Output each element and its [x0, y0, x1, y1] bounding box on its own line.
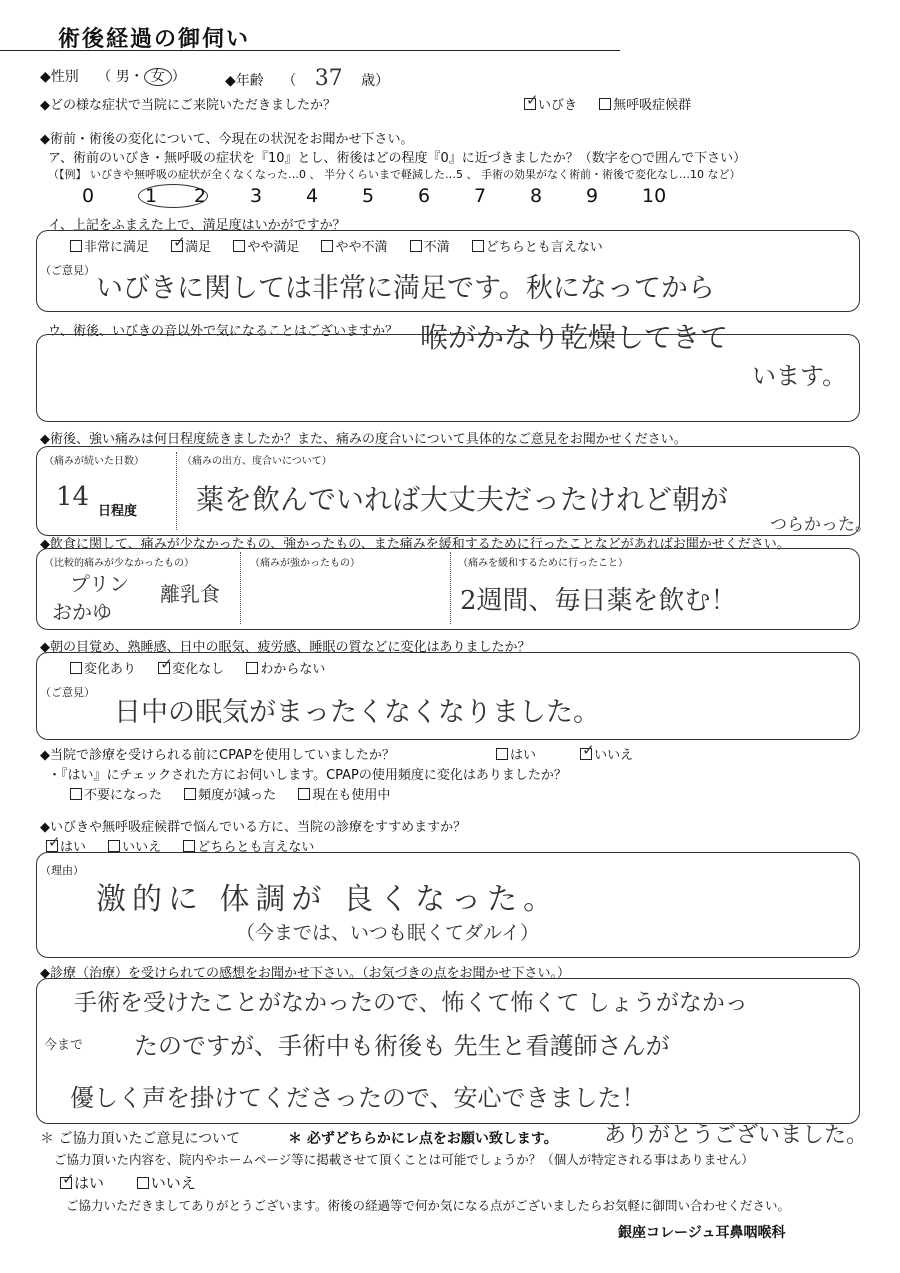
- sleep-option-unknown[interactable]: わからない: [246, 662, 325, 677]
- satisfaction-option-very[interactable]: 非常に満足: [70, 240, 149, 255]
- cpap-followup-still-using[interactable]: 現在も使用中: [298, 788, 390, 803]
- satisfaction-opinion-label: （ご意見）: [40, 264, 95, 277]
- gender-separator: ・: [129, 69, 144, 85]
- pain-days-label: （痛みが続いた日数）: [44, 456, 144, 467]
- consent-option-yes[interactable]: ✓はい: [60, 1174, 104, 1192]
- gender-label: ◆性別: [40, 69, 79, 85]
- satisfaction-option-neutral[interactable]: どちらとも言えない: [472, 240, 603, 255]
- age-unit: 歳）: [361, 73, 390, 89]
- cpap-option-yes[interactable]: はい: [496, 748, 536, 763]
- impressions-line2-prefix[interactable]: 今まで: [44, 1038, 84, 1053]
- other-concerns-answer-line1[interactable]: 喉がかなり乾燥してきて: [420, 321, 729, 354]
- sleep-option-changed[interactable]: 変化あり: [70, 662, 136, 677]
- satisfaction-option-dissatisfied[interactable]: 不満: [410, 240, 450, 255]
- diet-col3-text[interactable]: 2週間、毎日薬を飲む！: [460, 586, 737, 616]
- recommend-reason-line1[interactable]: 激的に 体調が 良くなった。: [96, 882, 560, 917]
- gender-close: ）: [171, 69, 186, 85]
- consent-option-no[interactable]: いいえ: [137, 1174, 196, 1192]
- sleep-opinion-text[interactable]: 日中の眠気がまったくなくなりました。: [114, 697, 600, 728]
- pain-degree-line1[interactable]: 薬を飲んでいれば大丈夫だったけれど朝が: [196, 483, 729, 516]
- recommend-option-no[interactable]: いいえ: [108, 840, 161, 855]
- gender-open: （: [97, 69, 112, 85]
- symptom-option-apnea[interactable]: 無呼吸症候群: [599, 98, 691, 113]
- consent-options: [60, 1172, 214, 1193]
- recommend-reason-line2[interactable]: （今までは、いつも眠くてダルイ）: [236, 922, 540, 944]
- consent-thanks: ご協力いただきましてありがとうございます。術後の経過等で何か気になる点がございましたらお気軽に御問い合わせください。: [66, 1198, 791, 1213]
- cpap-followup-reduced[interactable]: 頻度が減った: [184, 788, 276, 803]
- pain-days-value[interactable]: 14: [56, 482, 90, 512]
- checkbox-checked[interactable]: [524, 98, 536, 110]
- scale-2[interactable]: 2: [194, 185, 207, 207]
- scale-3[interactable]: 3: [250, 185, 263, 207]
- pain-degree-label: （痛みの出方、度合いについて）: [182, 456, 332, 467]
- consent-question: ご協力頂いた内容を、院内やホームページ等に掲載させて頂くことは可能でしょうか？（個人が特定される事はありません）: [54, 1152, 754, 1167]
- diet-divider-1: [240, 552, 241, 624]
- sleep-options: [70, 658, 343, 677]
- recommend-reason-label: （理由）: [40, 864, 84, 877]
- diet-col3-label: （痛みを緩和するために行ったこと）: [458, 558, 628, 569]
- scale-0[interactable]: 0: [82, 185, 95, 207]
- cpap-question: ◆当院で診療を受けられる前にCPAPを使用していましたか？: [40, 748, 395, 763]
- pain-divider: [176, 452, 177, 530]
- gender-female-option[interactable]: 女: [144, 68, 172, 86]
- symptom-option-snoring[interactable]: ✓ いびき: [524, 98, 577, 113]
- recommend-option-yes[interactable]: ✓はい: [46, 840, 86, 855]
- gender-male-option[interactable]: 男: [115, 69, 130, 85]
- sleep-question: ◆朝の目覚め、熟睡感、日中の眠気、疲労感、睡眠の質などに変化はありましたか？: [40, 640, 531, 655]
- impressions-question: ◆診療（治療）を受けられての感想をお聞かせ下さい。（お気づきの点をお聞かせ下さい。）: [40, 966, 570, 981]
- impressions-line2[interactable]: たのですが、手術中も術後も 先生と看護師さんが: [134, 1032, 670, 1060]
- diet-divider-2: [450, 552, 451, 624]
- diet-col1-a[interactable]: プリン: [70, 572, 130, 596]
- pain-degree-line2[interactable]: つらかった。: [770, 515, 872, 535]
- cpap-followup-options: [70, 784, 408, 803]
- diet-col1-c[interactable]: 離乳食: [160, 582, 220, 606]
- recommend-option-neutral[interactable]: どちらとも言えない: [183, 840, 314, 855]
- diet-col1-label: （比較的痛みが少なかったもの）: [44, 558, 194, 569]
- sleep-opinion-label: （ご意見）: [40, 686, 95, 699]
- pain-question: ◆術後、強い痛みは何日程度続きましたか？また、痛みの度合いについて具体的なご意見をお聞かせください。: [40, 432, 687, 447]
- diet-col1-b[interactable]: おかゆ: [52, 600, 112, 624]
- cpap-followup-unneeded[interactable]: 不要になった: [70, 788, 162, 803]
- consent-note-request: ＊ 必ずどちらかにレ点をお願い致します。: [288, 1131, 558, 1147]
- impressions-line1[interactable]: 手術を受けたことがなかったので、怖くて怖くて しょうがなかっ: [74, 990, 748, 1016]
- scale-4[interactable]: 4: [306, 185, 319, 207]
- impressions-line4[interactable]: ありがとうございました。: [604, 1123, 869, 1148]
- symptoms-question: ◆どの様な症状で当院にご来院いただきましたか？: [40, 98, 336, 113]
- scale-7[interactable]: 7: [474, 185, 487, 207]
- diet-col2-label: （痛みが強かったもの）: [250, 558, 360, 569]
- pain-days-unit: 日程度: [98, 504, 138, 519]
- age-value[interactable]: 37: [314, 66, 343, 91]
- other-concerns-question: ウ、術後、いびきの音以外で気になることはございますか？: [48, 324, 398, 339]
- diet-question: ◆飲食に関して、痛みが少なかったもの、強かったもの、また痛みを緩和するために行ったことなどがあればお聞かせください。: [40, 537, 790, 552]
- scale-6[interactable]: 6: [418, 185, 431, 207]
- scale-9[interactable]: 9: [586, 185, 599, 207]
- consent-note-title: ＊ ご協力頂いたご意見について: [40, 1131, 241, 1147]
- sleep-option-unchanged[interactable]: ✓ 変化なし: [158, 662, 224, 677]
- clinic-name: 銀座コレージュ耳鼻咽喉科: [618, 1225, 786, 1241]
- symptoms-options: [524, 94, 709, 113]
- satisfaction-option-somewhat-dissatisfied[interactable]: やや不満: [321, 240, 387, 255]
- cpap-followup: ・『はい』にチェックされた方にお伺いします。CPAPの使用頻度に変化はありましたか？: [48, 768, 567, 783]
- change-question-a: ア、術前のいびき・無呼吸の症状を『10』とし、術後はどの程度『0』に近づきましたか？（数字を○で囲んで下さい）: [48, 151, 747, 166]
- satisfaction-question: イ、上記をふまえた上で、満足度はいかがですか？: [48, 218, 346, 233]
- title-underline: [0, 50, 620, 51]
- satisfaction-option-satisfied[interactable]: ✓ 満足: [171, 240, 211, 255]
- age-label: ◆年齢: [225, 73, 264, 89]
- recommend-question: ◆いびきや無呼吸症候群で悩んでいる方に、当院の診療をすすめますか？: [40, 820, 467, 835]
- cpap-options: [496, 744, 651, 763]
- scale-1[interactable]: 1: [138, 184, 194, 208]
- page-title: 術後経過の御伺い: [58, 27, 251, 52]
- impressions-line3[interactable]: 優しく声を掛けてくださったので、安心できました！: [70, 1084, 646, 1112]
- scale-row: [82, 184, 698, 208]
- scale-10[interactable]: 10: [642, 185, 667, 207]
- cpap-option-no[interactable]: ✓ いいえ: [580, 748, 633, 763]
- change-example: （【例】 いびきや無呼吸の症状が全くなくなった…0 、 半分くらいまで軽減した…5 、 手術の効果がなく術前・術後で変化なし…10 など）: [48, 168, 741, 181]
- other-concerns-answer-line2[interactable]: います。: [752, 362, 847, 390]
- gender-row: [40, 66, 186, 86]
- change-header: ◆術前・術後の変化について、今現在の状況をお聞かせ下さい。: [40, 132, 414, 147]
- age-open: （: [282, 73, 297, 89]
- scale-5[interactable]: 5: [362, 185, 375, 207]
- checkbox[interactable]: [599, 98, 611, 110]
- satisfaction-options: [70, 236, 621, 255]
- satisfaction-opinion-text[interactable]: いびきに関しては非常に満足です。秋になってから: [96, 273, 715, 304]
- scale-8[interactable]: 8: [530, 185, 543, 207]
- age-row: [225, 66, 389, 91]
- satisfaction-option-somewhat[interactable]: やや満足: [233, 240, 299, 255]
